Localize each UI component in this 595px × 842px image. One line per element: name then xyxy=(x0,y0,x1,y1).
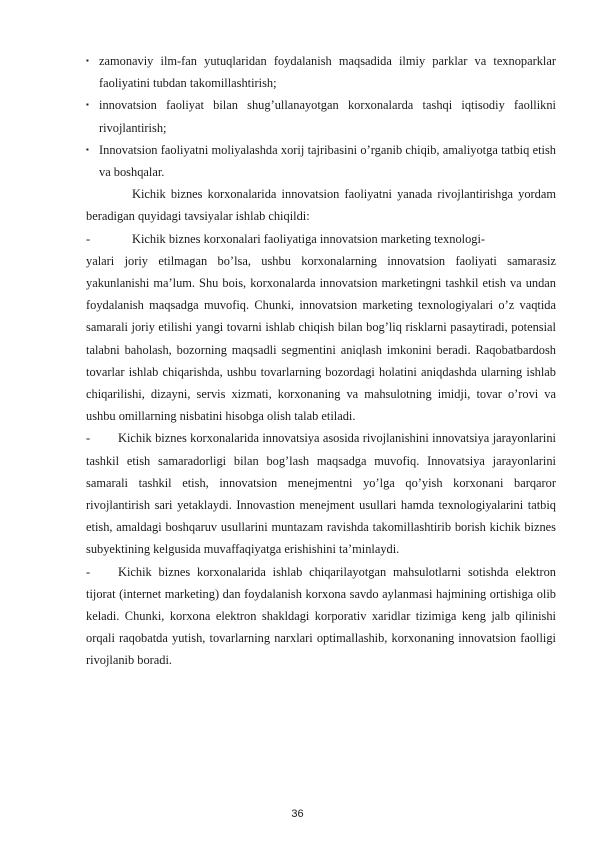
recommendation-3-text: Kichik biznes korxonalarida ishlab chiqarilayotgan mahsulotlarni sotishda elektron tijorat (internet marketing) dan foydalanish korxona savdo aylanmasi hajmining ortishiga olib keladi. Chunki, korxona elektron shakldagi korporativ xaridlar tizimiga keng jalb qilinishi orqali raqobatda yutish, tovarlarning narxlari optimallashib, korxonaning innovatsion faolligi rivojlanib boradi. xyxy=(86,564,556,668)
bullet-item xyxy=(86,50,556,94)
page-number: 36 xyxy=(291,808,304,820)
square-bullet-icon: ▪ xyxy=(86,100,89,110)
recommendation-2-text: Kichik biznes korxonalarida innovatsiya asosida rivojlanishini innovatsiya jarayonlarini tashkil etish samaradorligi bilan bog’lash maqsadga muvofiq. Innovatsiya jarayonlarini samarali tashkil etish, innovatsion menejmentni yo’lga qo’yish korxonani barqaror rivojlantirish sari yetaklaydi. Innovastion menejment usullari hamda texnologiyalarini tatbiq etish, amaldagi boshqaruv usullarini muntazam ravishda takomillashtirib borish kichik biznes subyektining kelgusida muvaffaqiyatga erishishini ta’minlaydi. xyxy=(86,431,556,557)
recommendation-1-body: yalari joriy etilmagan bo’lsa, ushbu korxonalarning innovatsion faoliyati samarasiz yakunlanishi ma’lum. Shu bois, korxonalarda innovatsion marketingni tashkil etish va undan foydalanish maqsadga muvofiq. Chunki, innovatsion marketing texnologiyalari o’z vaqtida samarali joriy etilishi yangi tovarni ishlab chiqish bilan bog’liq risklarni pasaytiradi, potensial talabni baholash, bozorning maqsadli segmentini aniqlash imkonini beradi. Raqobatbardosh tovarlar ishlab chiqarishda, ushbu tovarlarning bozordagi holatini aniqdashda ularning ishlab chiqarilishi, dizayni, servis xizmati, korxonaning va mahsulotning imidji, tovar o’rovi va ushbu omillarning nisbatini hisobga olish talab etiladi. xyxy=(86,253,556,424)
document-page xyxy=(86,50,556,672)
dash-marker: - xyxy=(86,431,91,446)
intro-paragraph: Kichik biznes korxonalarida innovatsion faoliyatni yanada rivojlantirishga yordam beradigan quyidagi tavsiyalar ishlab chiqildi: xyxy=(86,187,556,224)
recommendation-3 xyxy=(86,561,556,672)
dash-marker: - xyxy=(86,564,91,579)
bullet-item xyxy=(86,94,556,138)
bullet-text: innovatsion faoliyat bilan shug’ullanayotgan korxonalarda tashqi iqtisodiy faollikni rivojlantirish; xyxy=(99,98,556,135)
recommendation-2 xyxy=(86,427,556,560)
bullet-list xyxy=(86,50,556,183)
recommendation-1-heading-line xyxy=(86,228,556,250)
bullet-text: zamonaviy ilm-fan yutuqlaridan foydalanish maqsadida ilmiy parklar va texnoparklar faoliyatini tubdan takomillashtirish; xyxy=(99,54,556,91)
recommendation-1-first-line: Kichik biznes korxonalari faoliyatiga innovatsion marketing texnologi- xyxy=(132,231,486,246)
square-bullet-icon: ▪ xyxy=(86,56,89,65)
square-bullet-icon: ▪ xyxy=(86,144,89,154)
bullet-item xyxy=(86,139,556,183)
dash-marker: - xyxy=(86,231,91,246)
bullet-text: Innovatsion faoliyatni moliyalashda xorij tajribasini o’rganib chiqib, amaliyotga tatbiq etish va boshqalar. xyxy=(99,142,556,180)
